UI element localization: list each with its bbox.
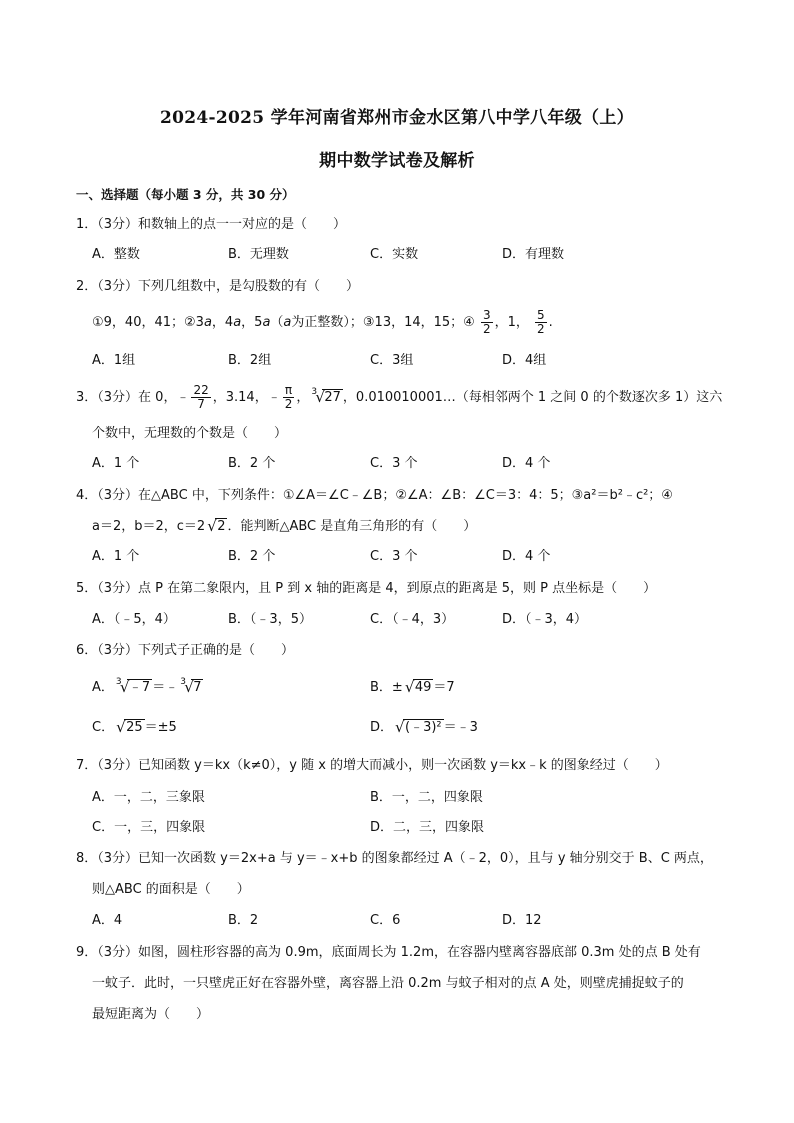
question-8-cont: 则△ABC 的面积是（ ）	[92, 882, 250, 897]
q5-option-c: C．（﹣4，3）	[370, 612, 455, 627]
question-3-stem: 3．（3分）在 0，﹣ $\frac{22}{7}$ ，3.14，﹣ $\frac{\pi}{2}$ ， 3 √ 27 ，0.010010001…（每相邻两个 1 之间 0 的个数逐次多 1）这六	[76, 383, 723, 411]
q8-option-b: B．2	[228, 913, 259, 928]
q6-option-d: D． √ (﹣3)² ＝﹣3	[370, 718, 478, 736]
question-5-stem: 5．（3分）点 P 在第二象限内，且 P 到 x 轴的距离是 4，到原点的距离是 5，则 P 点坐标是（ ）	[76, 581, 657, 596]
question-2-sets: ①9，40，41；②3a，4a，5a（a为正整数）；③13，14，15；④ $\frac{3}{2}$ ，1， $\frac{5}{2}$ .	[92, 308, 553, 336]
question-4-stem: 4．（3分）在△ABC 中，下列条件：①∠A＝∠C﹣∠B；②∠A：∠B：∠C＝3：4：5；③a²＝b²﹣c²；④	[76, 488, 673, 503]
square-root: √ 25	[116, 718, 143, 736]
fraction: $\frac{5}{2}$	[537, 308, 545, 336]
question-9-stem: 9．（3分）如图，圆柱形容器的高为 0.9m，底面周长为 1.2m，在容器内壁离容器底部 0.3m 处的点 B 处有	[76, 945, 701, 960]
q1-option-b: B．无理数	[228, 247, 289, 262]
question-6-stem: 6．（3分）下列式子正确的是（ ）	[76, 643, 295, 658]
question-9-cont-1: 一蚊子．此时，一只壁虎正好在容器外壁，离容器上沿 0.2m 与蚊子相对的点 A 处，则壁虎捕捉蚊子的	[92, 976, 684, 991]
question-1-stem: 1．（3分）和数轴上的点一一对应的是（ ）	[76, 217, 347, 232]
question-9-cont-2: 最短距离为（ ）	[92, 1007, 210, 1022]
q6-option-a: A． 3 √ ﹣7 ＝﹣ 3 √ 7	[92, 677, 202, 696]
section-heading: 一、选择题（每小题 3 分，共 30 分）	[76, 187, 295, 202]
q5-option-d: D．（﹣3，4）	[502, 612, 588, 627]
fraction: $\frac{3}{2}$	[482, 308, 491, 336]
q7-option-c: C．一，三，四象限	[92, 820, 206, 835]
q1-option-a: A．整数	[92, 247, 140, 262]
q8-option-d: D．12	[502, 913, 542, 928]
question-8-stem: 8．（3分）已知一次函数 y＝2x+a 与 y＝﹣x+b 的图象都经过 A（﹣2，0），且与 y 轴分别交于 B、C 两点，	[76, 851, 713, 866]
question-4-cont: a＝2，b＝2，c＝2 √ 2 ．能判断△ABC 是直角三角形的有（ ）	[92, 517, 477, 535]
cube-root: 3 √ 27	[311, 387, 341, 406]
q4-option-d: D．4 个	[502, 549, 551, 564]
square-root: √ 49	[404, 678, 432, 696]
q8-option-a: A．4	[92, 913, 123, 928]
q2-option-a: A．1组	[92, 353, 136, 368]
q3-option-a: A．1 个	[92, 456, 140, 471]
q2-option-b: B．2组	[228, 353, 272, 368]
q5-option-b: B．（﹣3，5）	[228, 612, 312, 627]
q7-option-d: D．二，三，四象限	[370, 820, 485, 835]
q2-option-d: D．4组	[502, 353, 547, 368]
question-2-stem: 2．（3分）下列几组数中，是勾股数的有（ ）	[76, 279, 360, 294]
q4-option-a: A．1 个	[92, 549, 140, 564]
q4-option-c: C．3 个	[370, 549, 418, 564]
fraction: $\frac{\pi}{2}$	[284, 383, 293, 411]
square-root: √ (﹣3)²	[395, 718, 442, 736]
q1-option-d: D．有理数	[502, 247, 565, 262]
fraction: $\frac{22}{7}$	[193, 383, 209, 411]
cube-root: 3 √ 7	[180, 677, 202, 696]
q3-option-c: C．3 个	[370, 456, 418, 471]
cube-root: 3 √ ﹣7	[115, 677, 151, 696]
q3-option-b: B．2 个	[228, 456, 276, 471]
document-subtitle: 期中数学试卷及解析	[319, 151, 475, 171]
question-3-cont: 个数中，无理数的个数是（ ）	[92, 426, 288, 441]
q3-option-d: D．4 个	[502, 456, 551, 471]
q8-option-c: C．6	[370, 913, 401, 928]
square-root: √ 2	[207, 517, 226, 535]
question-7-stem: 7．（3分）已知函数 y＝kx（k≠0），y 随 x 的增大而减小，则一次函数 y＝kx﹣k 的图象经过（ ）	[76, 758, 668, 773]
document-title: 2024-2025 学年河南省郑州市金水区第八中学八年级（上）	[160, 108, 634, 128]
q4-option-b: B．2 个	[228, 549, 276, 564]
q7-option-a: A．一，二，三象限	[92, 790, 205, 805]
q2-option-c: C．3组	[370, 353, 414, 368]
q6-option-c: C． √ 25 ＝±5	[92, 718, 177, 736]
q5-option-a: A．（﹣5，4）	[92, 612, 176, 627]
q7-option-b: B．一，二，四象限	[370, 790, 483, 805]
q6-option-b: B．± √ 49 ＝7	[370, 678, 455, 696]
q1-option-c: C．实数	[370, 247, 419, 262]
